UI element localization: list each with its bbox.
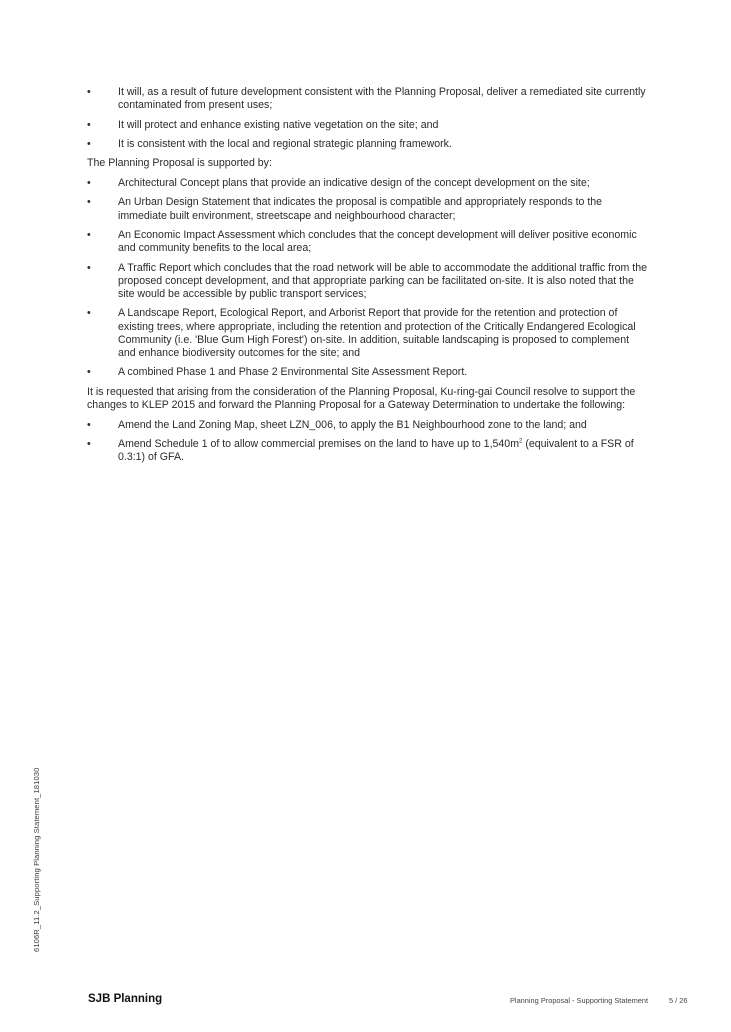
supporting-documents-list [87,177,647,380]
footer-page-number: 5 / 26 [669,996,688,1005]
list-item [87,229,647,255]
supported-by-intro: The Planning Proposal is supported by: [87,157,272,170]
bullet: • [87,307,91,320]
document-body [87,86,647,471]
list-item-text: It will protect and enhance existing native vegetation on the site; and [118,118,439,131]
list-item [87,307,647,360]
benefits-list [87,86,647,151]
superscript: 2 [519,438,523,445]
bullet: • [87,137,91,150]
bullet: • [87,438,91,451]
list-item-text [118,438,634,463]
document-reference: 6106R_11.2_Supporting Planning Statement_181030 [32,767,41,952]
list-item-text: It will, as a result of future development consistent with the Planning Proposal, deliver a remediated site currently contaminated from present uses; [118,86,646,112]
footer-brand: SJB Planning [88,993,163,1005]
list-item [87,262,647,302]
bullet: • [87,196,91,209]
list-item [87,138,647,151]
text-before-superscript: Amend Schedule 1 of to allow commercial premises on the land to have up to 1,540m [118,438,520,451]
list-item-text: An Economic Impact Assessment which concludes that the concept development will deliver positive economic and community benefits to the local area; [118,229,637,255]
list-item-text: A Landscape Report, Ecological Report, and Arborist Report that provide for the retention and protection of existing trees, where appropriate, including the retention and protection of the Critically Endangered Ecological Community (i.e. 'Blue Gum High Forest') on-site. In addition, suitable landscaping is proposed to complement and enhance biodiversity outcomes for the site; and [118,307,636,360]
bullet: • [87,229,91,242]
list-item [87,438,647,464]
footer-document-title: Planning Proposal - Supporting Statement [510,996,649,1005]
bullet: • [87,366,91,379]
request-paragraph: It is requested that arising from the consideration of the Planning Proposal, Ku-ring-gai Council resolve to support the changes to KLEP 2015 and forward the Planning Proposal for a Gateway Determination to undertake the following: [87,385,636,412]
bullet: • [87,418,91,431]
list-item [87,196,647,222]
bullet: • [87,86,91,98]
list-item [87,419,647,432]
list-item-text: An Urban Design Statement that indicates the proposal is compatible and appropriately responds to the immediate built environment, streetscape and neighbourhood character; [118,196,603,222]
list-item [87,119,647,132]
list-item-text: It is consistent with the local and regional strategic planning framework. [118,137,452,150]
list-item-text: A combined Phase 1 and Phase 2 Environmental Site Assessment Report. [118,366,468,379]
list-item [87,366,647,379]
list-item [87,86,647,112]
bullet: • [87,261,91,274]
bullet: • [87,177,91,190]
bullet: • [87,118,91,131]
list-item [87,177,647,190]
text-after-superscript: (equivalent to a FSR of 0.3:1) of GFA. [118,438,634,464]
list-item-text: A Traffic Report which concludes that the road network will be able to accommodate the additional traffic from the proposed concept development, and that appropriate parking can be facilitated on-site. It is also noted that the site would be accessible by public transport services; [118,261,647,301]
list-item-text: Architectural Concept plans that provide an indicative design of the concept development on the site; [118,177,590,190]
list-item-text: Amend the Land Zoning Map, sheet LZN_006, to apply the B1 Neighbourhood zone to the land; and [118,418,587,431]
amendments-list [87,419,647,465]
